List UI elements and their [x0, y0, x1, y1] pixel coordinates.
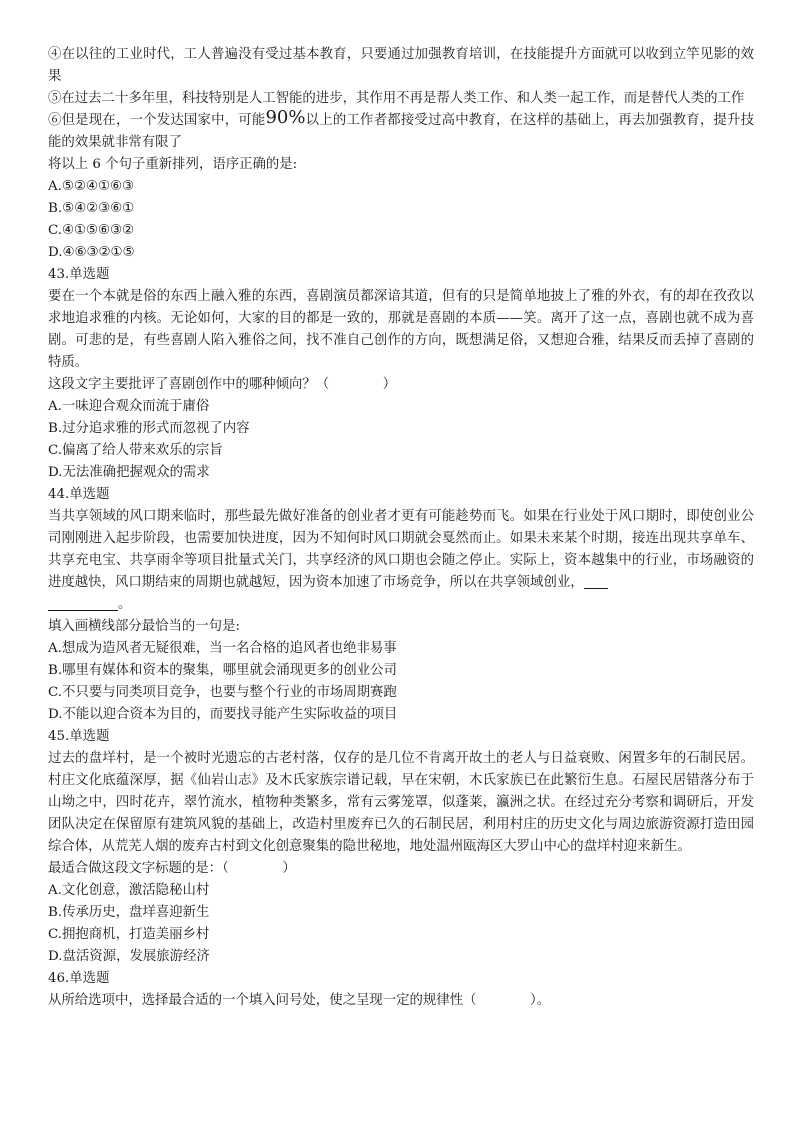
question-43-prompt: 这段文字主要批评了喜剧创作中的哪种倾向？（ ） — [48, 377, 397, 392]
exam-page — [48, 44, 754, 1012]
fill-blank — [584, 574, 608, 589]
q44-option-a[interactable]: A.想成为造风者无疑很难，当一名合格的追风者也绝非易事 — [48, 641, 397, 656]
q45-option-b[interactable]: B.传承历史，盘垟喜迎新生 — [48, 905, 210, 920]
question-43-header: 43.单选题 — [48, 267, 110, 282]
q44-option-d[interactable]: D.不能以迎合资本为目的，而要找寻能产生实际收益的项目 — [48, 707, 398, 722]
option-d[interactable]: D.④⑥③②①⑤ — [48, 245, 135, 260]
question-45-prompt: 最适合做这段文字标题的是：（ ） — [48, 861, 296, 876]
question-44-passage-text: 当共享领域的风口期来临时，那些最先做好准备的创业者才更有可能趁势而飞。如果在行业处于风口期时，即使创业公司刚刚进入起步阶段，也需要加快进度，因为不知何时风口期就会戛然而止。如果未来某个时期，接连出现共享单车、共享充电宝、共享雨伞等项目批量式关门，共享经济的风口期也会随之停止。实际上，资本越集中的行业，市场融资的进度越快，风口期结束的周期也就越短，因为资本加速了市场竞争，所以在共享领域创业， — [48, 509, 754, 590]
q44-option-b[interactable]: B.哪里有媒体和资本的聚集，哪里就会涌现更多的创业公司 — [48, 663, 397, 678]
q44-option-c[interactable]: C.不只要与同类项目竞争，也要与整个行业的市场周期赛跑 — [48, 685, 397, 700]
percent-value: 90% — [265, 107, 306, 128]
question-44-passage — [48, 506, 754, 616]
question-45-header: 45.单选题 — [48, 729, 110, 744]
sentence-6-part2: 以上的工作者都接受过高中教育，在这样的基础上，再去加强教育，提升技能的效果就非常有限了 — [48, 113, 755, 150]
question-45-passage: 过去的盘垟村，是一个被时光遗忘的古老村落，仅存的是几位不肯离开故土的老人与日益衰败、闲置多年的石制民居。村庄文化底蕴深厚，据《仙岩山志》及木氏家族宗谱记载，早在宋朝，木氏家族已在此繁衍生息。石屋民居错落分布于山坳之中，四时花卉，翠竹流水，植物种类繁多，常有云雾笼罩，似蓬莱，瀛洲之状。在经过充分考察和调研后，开发团队决定在保留原有建筑风貌的基础上，改造村里废弃已久的石制民居，利用村庄的历史文化与周边旅游资源打造田园综合体，从荒芜人烟的废弃古村到文化创意聚集的隐世秘地，地处温州瓯海区大罗山中心的盘垟村迎来新生。 — [48, 751, 754, 854]
q43-option-b[interactable]: B.过分追求雅的形式而忽视了内容 — [48, 421, 250, 436]
option-a[interactable]: A.⑤②④①⑥③ — [48, 179, 134, 194]
q43-option-c[interactable]: C.偏离了给人带来欢乐的宗旨 — [48, 443, 223, 458]
option-c[interactable]: C.④①⑤⑥③② — [48, 223, 135, 238]
sentence-5: ⑤在过去二十多年里，科技特别是人工智能的进步，其作用不再是帮人类工作、和人类一起工作，而是替代人类的工作 — [48, 91, 745, 106]
question-46-header: 46.单选题 — [48, 971, 110, 986]
q43-option-a[interactable]: A.一味迎合观众而流于庸俗 — [48, 399, 210, 414]
q45-option-d[interactable]: D.盘活资源，发展旅游经济 — [48, 949, 210, 964]
q45-option-c[interactable]: C.拥抱商机，打造美丽乡村 — [48, 927, 210, 942]
question-44-header: 44.单选题 — [48, 487, 110, 502]
sentence-4: ④在以往的工业时代，工人普遍没有受过基本教育，只要通过加强教育培训，在技能提升方面就可以收到立竿见影的效果 — [48, 47, 754, 84]
sentence-6 — [48, 107, 755, 154]
question-46-prompt: 从所给选项中，选择最合适的一个填入问号处，使之呈现一定的规律性（ ）。 — [48, 993, 551, 1008]
fill-blank-continued — [48, 596, 118, 611]
option-b[interactable]: B.⑤④②③⑥① — [48, 201, 135, 216]
question-44-passage-end: 。 — [118, 597, 132, 612]
reorder-prompt: 将以上 6 个句子重新排列，语序正确的是: — [48, 157, 298, 172]
sentence-6-part1: ⑥但是现在，一个发达国家中，可能 — [48, 113, 266, 128]
question-44-prompt: 填入画横线部分最恰当的一句是: — [48, 619, 240, 634]
question-43-passage: 要在一个本就是俗的东西上融入雅的东西，喜剧演员都深谙其道，但有的只是简单地披上了雅的外衣，有的却在孜孜以求地追求雅的内核。无论如何，大家的目的都是一致的，那就是喜剧的本质——笑。离开了这一点，喜剧也就不成为喜剧。可悲的是，有些喜剧人陷入雅俗之间，找不准自己创作的方向，既想满足俗，又想迎合雅，结果反而丢掉了喜剧的特质。 — [48, 289, 754, 370]
q43-option-d[interactable]: D.无法准确把握观众的需求 — [48, 465, 210, 480]
q45-option-a[interactable]: A.文化创意，激活隐秘山村 — [48, 883, 210, 898]
